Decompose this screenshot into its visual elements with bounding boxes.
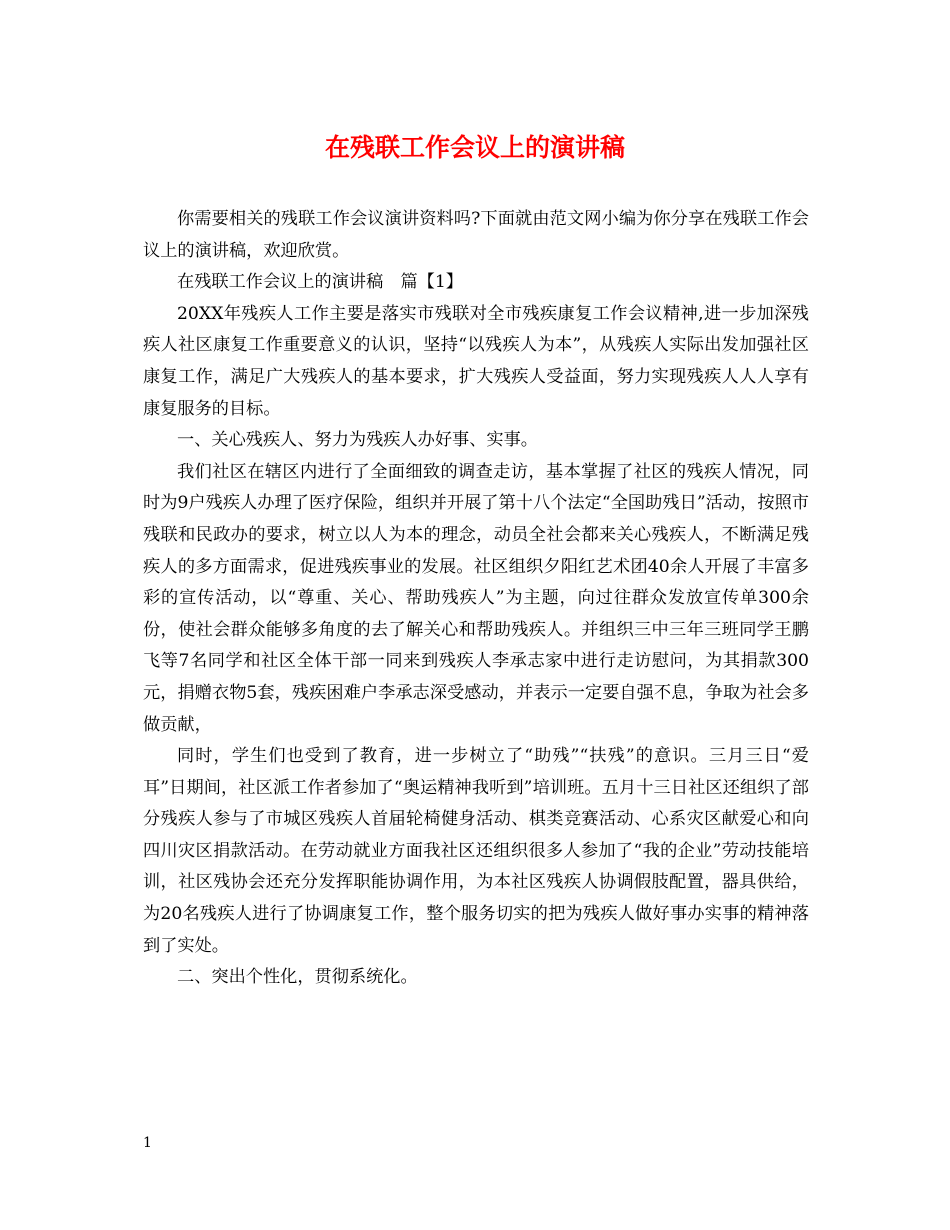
page-number: 1 — [143, 1135, 152, 1151]
paragraph-community-work: 我们社区在辖区内进行了全面细致的调查走访，基本掌握了社区的残疾人情况，同时为9户残疾人办理了医疗保险，组织并开展了第十八个法定“全国助残日”活动，按照市残联和民政办的要求，树立以人为本的理念，动员全社会都来关心残疾人，不断满足残疾人的多方面需求，促进残疾事业的发展。社区组织夕阳红艺术团40余人开展了丰富多彩的宣传活动，以“尊重、关心、帮助残疾人”为主题，向过往群众发放宣传单300余份，使社会群众能够多角度的去了解关心和帮助残疾人。并组织三中三年三班同学王鹏飞等7名同学和社区全体干部一同来到残疾人李承志家中进行走访慰问，为其捐款300元，捐赠衣物5套，残疾困难户李承志深受感动，并表示一定要自强不息，争取为社会多做贡献， — [143, 461, 809, 735]
paragraph-point-one-heading: 一、关心残疾人、努力为残疾人办好事、实事。 — [177, 430, 538, 451]
paragraph-overview: 20XX年残疾人工作主要是落实市残联对全市残疾康复工作会议精神,进一步加深残疾人社区康复工作重要意义的认识，坚持“以残疾人为本”，从残疾人实际出发加强社区康复工作，满足广大残疾人的基本要求，扩大残疾人受益面，努力实现残疾人人人享有康复服务的目标。 — [143, 303, 809, 419]
paragraph-section-heading: 在残联工作会议上的演讲稿 篇【1】 — [177, 272, 463, 293]
paragraph-student-activities: 同时，学生们也受到了教育，进一步树立了“助残”“扶残”的意识。三月三日“爱耳”日期间，社区派工作者参加了“奥运精神我听到”培训班。五月十三日社区还组织了部分残疾人参与了市城区残疾人首届轮椅健身活动、棋类竞赛活动、心系灾区献爱心和向四川灾区捐款活动。在劳动就业方面我社区还组织很多人参加了“我的企业”劳动技能培训，社区残协会还充分发挥职能协调作用，为本社区残疾人协调假肢配置，器具供给，为20名残疾人进行了协调康复工作，整个服务切实的把为残疾人做好事办实事的精神落到了实处。 — [143, 746, 809, 956]
paragraph-intro: 你需要相关的残联工作会议演讲资料吗?下面就由范文网小编为你分享在残联工作会议上的演讲稿，欢迎欣赏。 — [143, 209, 809, 261]
paragraph-point-two-heading: 二、突出个性化，贯彻系统化。 — [177, 967, 418, 988]
document-body — [143, 204, 809, 994]
document-title: 在残联工作会议上的演讲稿 — [324, 133, 625, 162]
